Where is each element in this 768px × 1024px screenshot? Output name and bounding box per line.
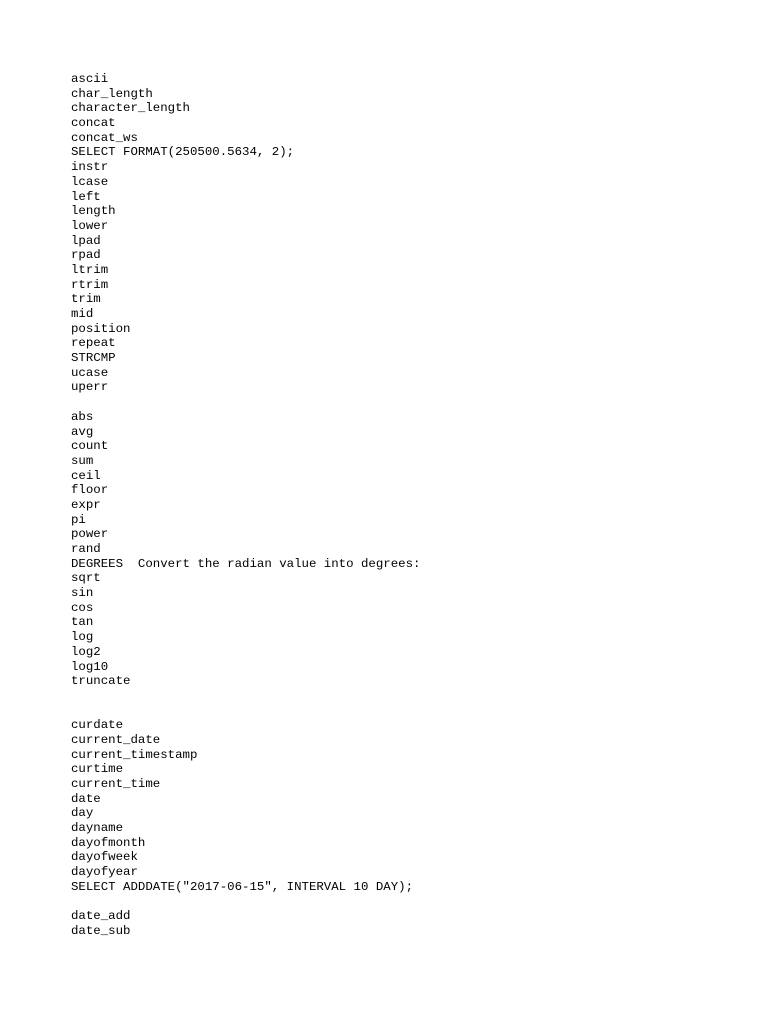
text-line: ltrim [71, 262, 109, 277]
text-line: dayofmonth [71, 835, 146, 850]
text-line: STRCMP [71, 351, 116, 366]
text-line: dayofyear [71, 865, 138, 880]
text-line: sqrt [71, 571, 101, 586]
text-line: ceil [71, 468, 101, 483]
text-line: lcase [71, 174, 109, 189]
text-line: truncate [71, 674, 131, 689]
text-line: rand [71, 542, 101, 556]
text-line: abs [71, 409, 94, 424]
text-line: current_date [71, 732, 161, 747]
text-line: log [71, 630, 94, 645]
text-line: left [71, 189, 101, 204]
text-line: expr [71, 497, 101, 512]
text-line: sum [71, 453, 94, 468]
text-line: avg [71, 424, 94, 439]
text-line: date_sub [71, 923, 131, 938]
text-line: lower [71, 218, 109, 233]
text-line: position [71, 321, 131, 336]
text-line [71, 689, 420, 704]
text-line: trim [71, 292, 101, 307]
text-line: lpad [71, 233, 101, 248]
text-line: mid [71, 307, 94, 321]
text-line: character_length [71, 101, 190, 116]
text-line: sin [71, 586, 94, 601]
text-line: ascii [71, 72, 109, 86]
text-line: rpad [71, 248, 101, 263]
text-line: dayname [71, 821, 124, 836]
text-line: SELECT ADDDATE("2017-06-15", INTERVAL 10 DAY); [71, 879, 414, 894]
text-line: SELECT FORMAT(250500.5634, 2); [71, 145, 295, 160]
document-text [71, 72, 420, 939]
text-line [71, 895, 420, 910]
text-line: ucase [71, 365, 109, 380]
text-line: char_length [71, 86, 153, 101]
text-line: cos [71, 600, 94, 615]
text-line: DEGREES Convert the radian value into degrees: [71, 556, 421, 571]
text-line: current_time [71, 777, 161, 791]
text-line: dayofweek [71, 850, 138, 865]
text-line: length [71, 204, 116, 219]
text-line: uperr [71, 380, 109, 395]
text-line: curtime [71, 762, 124, 777]
text-line: power [71, 527, 109, 542]
text-line [71, 395, 420, 410]
text-line: log10 [71, 659, 109, 674]
text-line: date [71, 791, 101, 806]
text-line: curdate [71, 718, 124, 733]
text-line: log2 [71, 644, 101, 659]
text-line [71, 704, 420, 719]
text-line: tan [71, 615, 94, 630]
text-line: floor [71, 483, 109, 498]
text-line: day [71, 806, 94, 821]
text-line: rtrim [71, 277, 109, 292]
text-line: date_add [71, 909, 131, 924]
text-line: instr [71, 160, 109, 175]
text-line: concat_ws [71, 130, 138, 145]
text-line: repeat [71, 336, 116, 351]
text-line: count [71, 439, 109, 454]
text-line: concat [71, 116, 116, 131]
text-line: pi [71, 512, 86, 527]
text-line: current_timestamp [71, 747, 198, 762]
